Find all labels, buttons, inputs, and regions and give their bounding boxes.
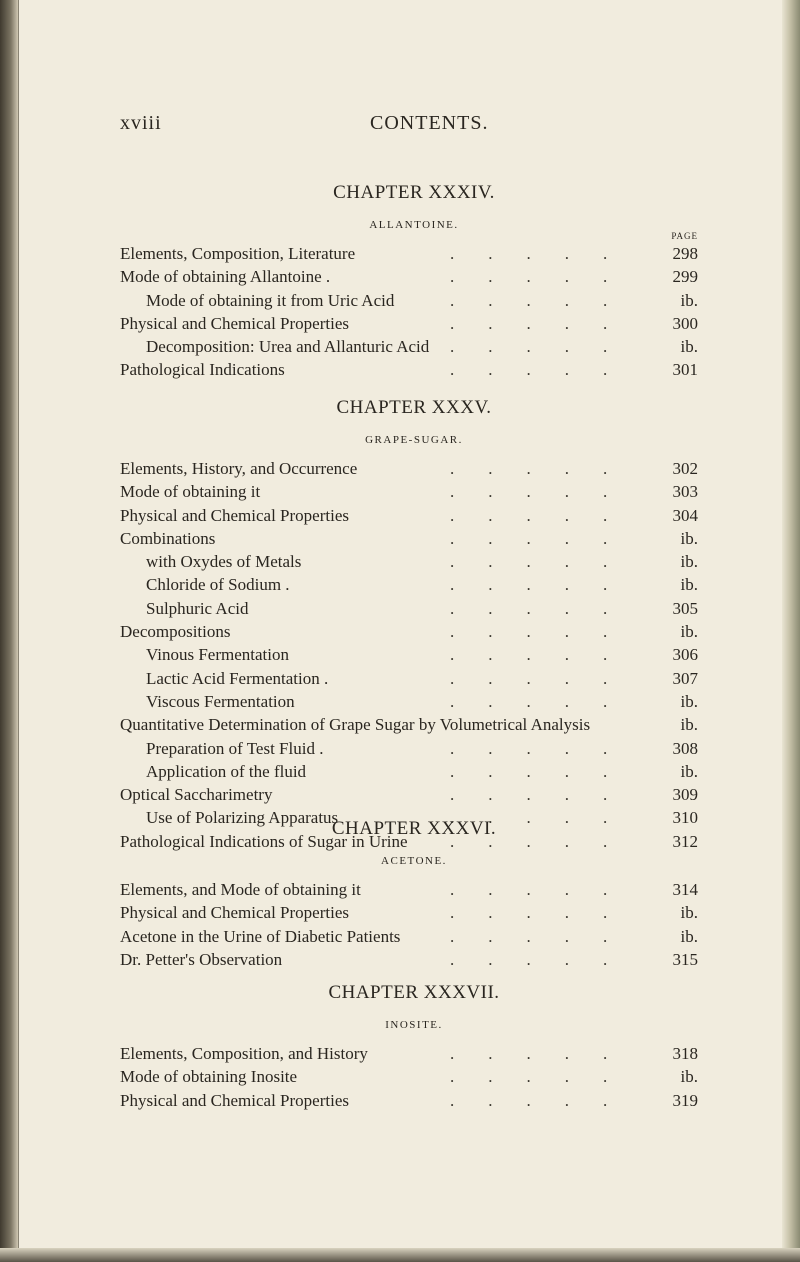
leader-dots: . . . . . xyxy=(450,337,608,357)
toc-entry-title: Mode of obtaining it xyxy=(120,482,261,502)
toc-entry xyxy=(120,527,700,550)
toc-entry-title: Viscous Fermentation xyxy=(146,691,295,711)
toc-entry-page: 319 xyxy=(672,1090,698,1110)
toc-entry-title: Elements, and Mode of obtaining it xyxy=(120,880,361,899)
toc-entry xyxy=(120,573,700,596)
toc-entry-page: ib. xyxy=(680,552,698,572)
toc-entry-page: ib. xyxy=(680,1067,698,1087)
leader-dots: . . . . . xyxy=(450,505,608,525)
toc-entry xyxy=(120,1089,700,1112)
leader-dots: . . . . . xyxy=(450,244,608,263)
toc-entry-page: ib. xyxy=(680,528,698,548)
toc-list xyxy=(120,457,700,853)
toc-entry-title: Combinations xyxy=(120,528,216,548)
toc-entry xyxy=(120,667,700,690)
leader-dots: . . . . . xyxy=(450,738,608,758)
chapter-title: CHAPTER XXXIV. xyxy=(333,182,495,203)
chapter-title: CHAPTER XXXVII. xyxy=(328,982,500,1003)
chapter-xxxvi xyxy=(120,814,700,971)
toc-entry-page: ib. xyxy=(680,715,698,735)
toc-entry-title: with Oxydes of Metals xyxy=(146,552,302,572)
toc-entry xyxy=(120,597,700,620)
toc-entry xyxy=(120,783,700,806)
toc-entry xyxy=(120,760,700,783)
toc-entry-title: Vinous Fermentation xyxy=(146,645,289,665)
toc-entry xyxy=(120,690,700,713)
chapter-subject: GRAPE-SUGAR. xyxy=(365,434,463,446)
toc-entry-title: Use of Polarizing Apparatus xyxy=(146,808,339,828)
toc-entry xyxy=(120,737,700,760)
toc-entry-title: Lactic Acid Fermentation . xyxy=(146,668,329,688)
toc-entry-page: 304 xyxy=(672,505,698,525)
page-edge-bottom xyxy=(0,1248,800,1262)
leader-dots: . . . . . xyxy=(450,808,608,828)
toc-entry-title: Elements, History, and Occurrence xyxy=(120,459,358,478)
chapter-subject: INOSITE. xyxy=(385,1019,443,1031)
chapter-title: CHAPTER XXXV. xyxy=(336,397,492,418)
toc-entry-title: Sulphuric Acid xyxy=(146,598,249,618)
running-title: CONTENTS. xyxy=(370,112,489,134)
toc-entry-page: 303 xyxy=(672,482,698,502)
toc-entry-title: Optical Saccharimetry xyxy=(120,785,273,805)
toc-entry xyxy=(120,901,700,924)
page-edge-right xyxy=(782,0,800,1262)
chapter-xxxvii xyxy=(120,978,700,1112)
toc-entry xyxy=(120,480,700,503)
toc-entry-page: 299 xyxy=(672,267,698,287)
toc-entry-page: ib. xyxy=(680,622,698,642)
leader-dots: . . . . . xyxy=(450,313,608,333)
toc-entry-page: ib. xyxy=(680,761,698,781)
toc-entry-title: Pathological Indications of Sugar in Urine xyxy=(120,831,408,851)
toc-entry-title: Decompositions xyxy=(120,622,231,642)
toc-entry-title: Physical and Chemical Properties xyxy=(120,505,349,525)
leader-dots: . . . . . xyxy=(450,1044,608,1063)
toc-entry xyxy=(120,265,700,288)
toc-entry-page: 315 xyxy=(672,949,698,969)
leader-dots: . . . . . xyxy=(450,926,608,946)
toc-entry-page: ib. xyxy=(680,575,698,595)
toc-entry-page: ib. xyxy=(680,691,698,711)
toc-entry xyxy=(120,504,700,527)
toc-entry-title: Application of the fluid xyxy=(146,761,307,781)
toc-entry xyxy=(120,878,700,901)
leader-dots: . . . . . xyxy=(450,360,608,380)
toc-entry xyxy=(120,713,700,736)
toc-entry-title: Physical and Chemical Properties xyxy=(120,313,349,333)
leader-dots: . . . . . xyxy=(450,552,608,572)
leader-dots: . . . . . xyxy=(450,831,608,851)
toc-list xyxy=(120,878,700,971)
chapter-xxxiv xyxy=(120,178,700,382)
page-column-label: PAGE xyxy=(671,231,698,241)
toc-entry xyxy=(120,335,700,358)
toc-entry-page: ib. xyxy=(680,290,698,310)
toc-entry-page: 309 xyxy=(672,785,698,805)
leader-dots: . . . . . xyxy=(450,903,608,923)
leader-dots: . . . . . xyxy=(450,949,608,969)
leader-dots: . . . . . xyxy=(450,785,608,805)
toc-entry-title: Preparation of Test Fluid . xyxy=(146,738,324,758)
toc-entry xyxy=(120,1042,700,1065)
toc-entry-title: Physical and Chemical Properties xyxy=(120,1090,349,1110)
leader-dots: . . . . . xyxy=(450,645,608,665)
toc-list xyxy=(120,1042,700,1112)
toc-entry-page: 305 xyxy=(672,598,698,618)
toc-entry xyxy=(120,620,700,643)
toc-list xyxy=(120,242,700,382)
leader-dots: . . . . . xyxy=(450,267,608,287)
toc-entry xyxy=(120,242,700,265)
leader-dots: . . . . . xyxy=(450,528,608,548)
toc-entry-page: 318 xyxy=(672,1044,698,1063)
toc-entry-page: 310 xyxy=(672,808,698,828)
toc-entry xyxy=(120,948,700,971)
toc-entry xyxy=(120,457,700,480)
toc-entry-title: Elements, Composition, Literature xyxy=(120,244,356,263)
toc-entry-title: Dr. Petter's Observation xyxy=(120,949,283,969)
toc-entry-title: Chloride of Sodium . xyxy=(146,575,290,595)
toc-entry-page: 312 xyxy=(672,831,698,851)
leader-dots: . . . . . xyxy=(450,598,608,618)
leader-dots: . . . . . xyxy=(450,880,608,899)
chapter-subject: ALLANTOINE. xyxy=(369,219,459,231)
leader-dots: . . . . . xyxy=(450,482,608,502)
leader-dots: . . . . . xyxy=(450,575,608,595)
leader-dots: . . . . . xyxy=(450,1067,608,1087)
toc-entry-page: 308 xyxy=(672,738,698,758)
toc-entry-page: 302 xyxy=(672,459,698,478)
chapter-subject: ACETONE. xyxy=(381,855,447,867)
toc-entry-page: ib. xyxy=(680,903,698,923)
toc-entry xyxy=(120,550,700,573)
toc-entry-title: Physical and Chemical Properties xyxy=(120,903,349,923)
toc-entry-page: 306 xyxy=(672,645,698,665)
folio: xviii xyxy=(120,112,162,134)
book-spine-shadow xyxy=(0,0,18,1262)
toc-entry xyxy=(120,1065,700,1088)
chapter-title: CHAPTER XXXVI. xyxy=(331,818,497,839)
toc-entry xyxy=(120,925,700,948)
toc-entry-title: Mode of obtaining it from Uric Acid xyxy=(146,290,395,310)
chapter-xxxv xyxy=(120,393,700,853)
toc-entry-title: Quantitative Determination of Grape Sugar by Volumetrical Analysis xyxy=(120,715,591,735)
toc-entry-page: 314 xyxy=(672,880,698,899)
leader-dots: . . . . . xyxy=(450,1090,608,1110)
toc-entry-title: Decomposition: Urea and Allanturic Acid xyxy=(146,337,430,357)
toc-entry-page: ib. xyxy=(680,926,698,946)
toc-entry-page: 300 xyxy=(672,313,698,333)
leader-dots: . . . . . xyxy=(450,459,608,478)
leader-dots: . . . . . xyxy=(450,668,608,688)
toc-entry xyxy=(120,312,700,335)
toc-entry xyxy=(120,643,700,666)
leader-dots: . . . . . xyxy=(450,691,608,711)
toc-entry-title: Mode of obtaining Allantoine . xyxy=(120,267,331,287)
toc-entry-page: ib. xyxy=(680,337,698,357)
toc-entry-page: 298 xyxy=(672,244,698,263)
leader-dots: . . . . . xyxy=(450,290,608,310)
leader-dots: . . . . . xyxy=(450,761,608,781)
toc-entry-title: Acetone in the Urine of Diabetic Patients xyxy=(120,926,401,946)
toc-entry-title: Elements, Composition, and History xyxy=(120,1044,368,1063)
toc-entry-title: Mode of obtaining Inosite xyxy=(120,1067,298,1087)
toc-entry-page: 301 xyxy=(672,360,698,380)
toc-entry-page: 307 xyxy=(672,668,698,688)
leader-dots: . . . . . xyxy=(450,622,608,642)
toc-entry xyxy=(120,289,700,312)
toc-entry-title: Pathological Indications xyxy=(120,360,285,380)
toc-entry xyxy=(120,358,700,381)
